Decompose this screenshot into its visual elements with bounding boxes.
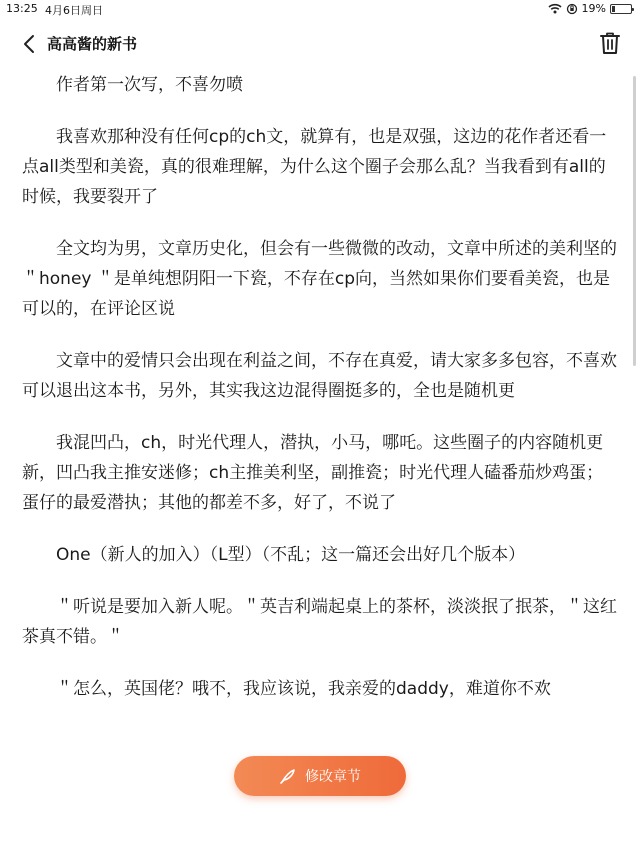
edit-chapter-button[interactable] — [234, 756, 406, 796]
status-bar — [0, 0, 640, 18]
orientation-lock-icon — [566, 3, 578, 15]
edit-chapter-label: 修改章节 — [305, 769, 361, 785]
feather-pen-icon — [279, 767, 297, 785]
delete-button[interactable] — [598, 30, 624, 58]
chevron-left-icon — [18, 32, 42, 56]
page-title: 高高酱的新书 — [47, 35, 138, 53]
paragraph: 我混凹凸，ch，时光代理人，潜执，小马，哪吒。这些圈子的内容随机更新，凹凸我主推安迷修；ch主推美利坚，副推瓷；时光代理人磕番茄炒鸡蛋；蛋仔的最爱潜执；其他的都差不多，好了，不说了 — [22, 433, 604, 513]
paragraph: ＂怎么，英国佬？哦不，我应该说，我亲爱的daddy，难道你不欢 — [56, 679, 551, 699]
paragraph: 作者第一次写，不喜勿喷 — [56, 75, 243, 95]
battery-icon — [610, 4, 632, 14]
status-icons — [548, 2, 632, 15]
back-button[interactable] — [18, 32, 42, 56]
battery-percent: 19% — [581, 2, 606, 15]
paragraph: ＂听说是要加入新人呢。＂英吉利端起桌上的茶杯，淡淡抿了抿茶，＂这红茶真不错。＂ — [22, 597, 617, 647]
paragraph: 全文均为男，文章历史化，但会有一些微微的改动，文章中所述的美利坚的＂honey ＂是单纯想阴阳一下瓷，不存在cp向，当然如果你们要看美瓷，也是可以的，在评论区说 — [22, 239, 617, 319]
scrollbar[interactable] — [633, 76, 636, 366]
paragraph: One（新人的加入）（L型）（不乱；这一篇还会出好几个版本） — [56, 545, 526, 565]
battery-fill — [612, 6, 615, 12]
chapter-content — [22, 70, 618, 726]
status-time: 13:25 — [6, 2, 38, 15]
wifi-icon — [548, 3, 562, 14]
nav-bar — [0, 24, 640, 64]
paragraph: 我喜欢那种没有任何cp的ch文，就算有，也是双强，这边的花作者还看一点all类型和美瓷，真的很难理解，为什么这个圈子会那么乱？当我看到有all的时候，我要裂开了 — [22, 127, 607, 207]
status-date: 4月6日周日 — [45, 4, 103, 17]
trash-icon — [598, 30, 622, 56]
paragraph: 文章中的爱情只会出现在利益之间，不存在真爱，请大家多多包容，不喜欢可以退出这本书，另外，其实我这边混得圈挺多的，全也是随机更 — [22, 351, 617, 401]
